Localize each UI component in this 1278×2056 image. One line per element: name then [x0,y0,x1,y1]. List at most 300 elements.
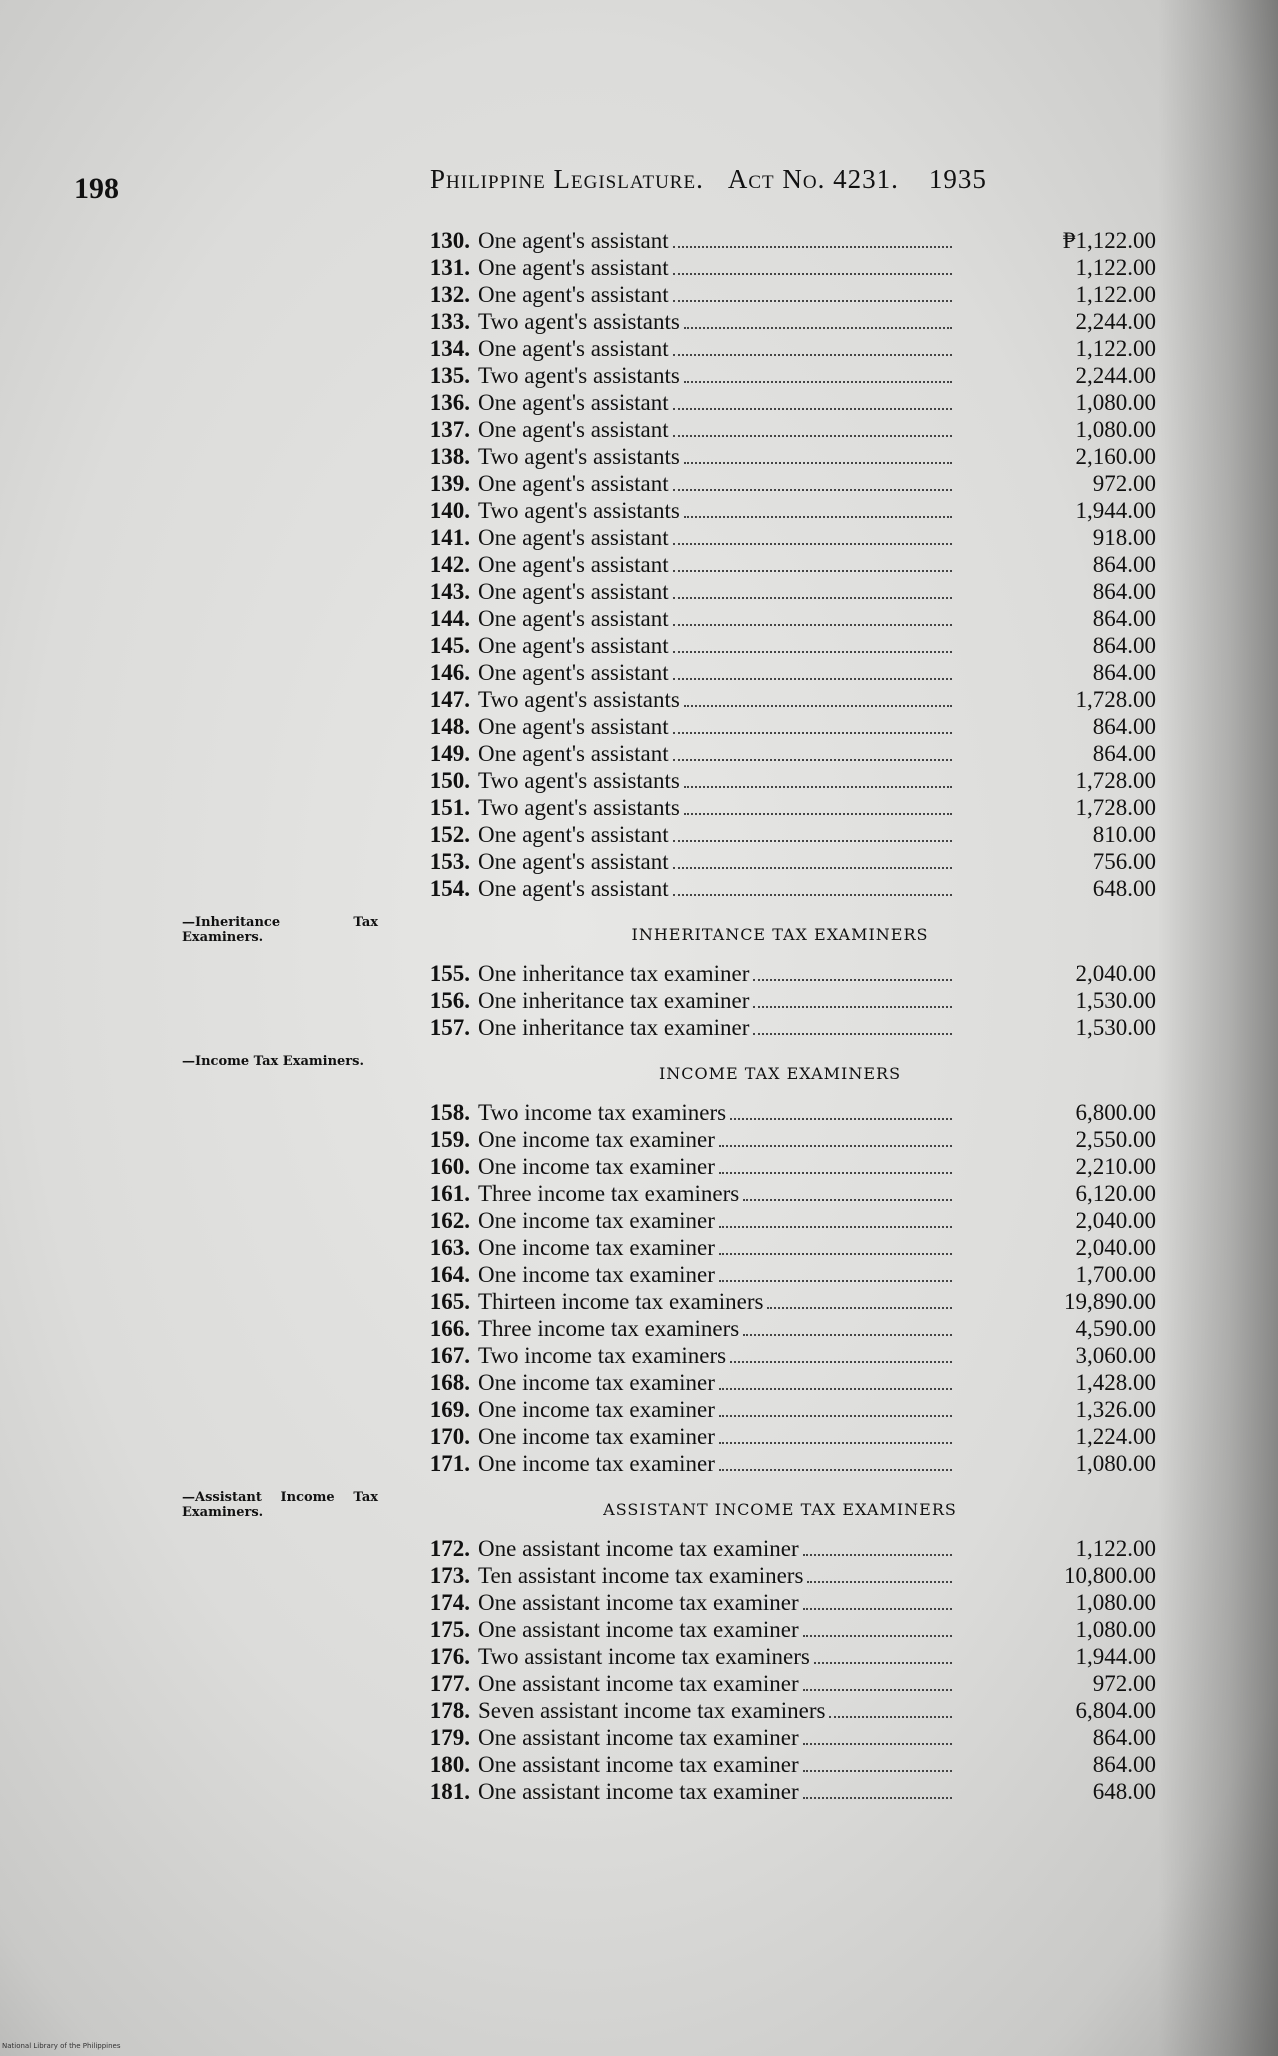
item-amount: 1,122.00 [1075,336,1156,361]
item-amount: 1,728.00 [1075,768,1156,793]
dot-leader [803,1689,952,1691]
list-item [400,961,1160,988]
item-description-cell [400,282,956,308]
item-description-cell [400,1536,956,1562]
item-description: One agent's assistant [478,525,669,550]
item-description-cell [400,1424,956,1450]
margin-note: —Inheritance Tax Examiners. [182,915,378,945]
dot-leader [673,759,952,761]
item-number: 154. [429,876,470,901]
dot-leader [730,1118,952,1120]
item-description-cell [400,961,956,987]
list-item [400,1725,1160,1752]
list-item [400,1154,1160,1181]
dot-leader [807,1581,952,1583]
item-group [400,1064,1160,1478]
item-description-cell [400,1671,956,1697]
dot-leader [719,1145,952,1147]
item-number: 169. [429,1397,470,1422]
list-item [400,1262,1160,1289]
list-item [400,1617,1160,1644]
dot-leader [829,1716,952,1718]
item-description: Two agent's assistants [478,768,680,793]
dot-leader [743,1199,952,1201]
list-item [400,228,1160,255]
item-number: 156. [429,988,470,1013]
item-number: 153. [429,849,470,874]
item-description: One agent's assistant [478,390,669,415]
item-number: 148. [429,714,470,739]
item-amount: 1,080.00 [1075,1590,1156,1615]
list-item [400,768,1160,795]
list-item [400,1563,1160,1590]
dot-leader [673,867,952,869]
item-description-cell [400,1752,956,1778]
item-description-cell [400,336,956,362]
list-item [400,660,1160,687]
list-item [400,876,1160,903]
dot-leader [719,1388,952,1390]
margin-note: —Assistant Income Tax Examiners. [182,1490,378,1520]
item-number: 163. [429,1235,470,1260]
item-number: 146. [429,660,470,685]
item-description: One assistant income tax examiner [478,1671,799,1696]
item-amount: 864.00 [1092,606,1156,631]
list-item [400,1424,1160,1451]
list-item [400,822,1160,849]
item-number: 133. [429,309,470,334]
item-description-cell [400,552,956,578]
item-amount: 1,224.00 [1075,1424,1156,1449]
dot-leader [673,273,952,275]
item-amount: 810.00 [1092,822,1156,847]
item-amount: 864.00 [1092,741,1156,766]
item-amount: 864.00 [1092,552,1156,577]
item-description: One agent's assistant [478,282,669,307]
item-number: 177. [429,1671,470,1696]
item-amount: 1,530.00 [1075,1015,1156,1040]
item-amount: 1,428.00 [1075,1370,1156,1395]
item-description: Two agent's assistants [478,309,680,334]
list-item [400,1208,1160,1235]
item-amount: 2,040.00 [1075,1208,1156,1233]
dot-leader [719,1172,952,1174]
item-amount: 1,080.00 [1075,1617,1156,1642]
item-description-cell [400,1235,956,1261]
item-amount: 6,804.00 [1075,1698,1156,1723]
item-group [400,925,1160,1042]
item-amount: 1,530.00 [1075,988,1156,1013]
list-item [400,1343,1160,1370]
item-number: 172. [429,1536,470,1561]
item-description: One agent's assistant [478,876,669,901]
list-item [400,498,1160,525]
section-heading [400,925,1160,953]
item-number: 150. [429,768,470,793]
list-item [400,336,1160,363]
item-description: Two agent's assistants [478,498,680,523]
item-amount: ₱1,122.00 [1062,228,1156,253]
item-description-cell [400,1617,956,1643]
item-description-cell [400,579,956,605]
item-number: 137. [429,417,470,442]
item-description: One agent's assistant [478,228,669,253]
list-item [400,255,1160,282]
dot-leader [719,1253,952,1255]
list-item [400,1015,1160,1042]
item-description-cell [400,1725,956,1751]
item-number: 130. [429,228,470,253]
item-number: 152. [429,822,470,847]
item-description-cell [400,1644,956,1670]
item-description-cell [400,1397,956,1423]
dot-leader [673,597,952,599]
item-number: 151. [429,795,470,820]
item-amount: 972.00 [1092,1671,1156,1696]
item-amount: 864.00 [1092,714,1156,739]
list-item [400,444,1160,471]
item-number: 160. [429,1154,470,1179]
item-amount: 2,160.00 [1075,444,1156,469]
dot-leader [673,354,952,356]
item-description-cell [400,1451,956,1477]
margin-note: —Income Tax Examiners. [182,1054,364,1069]
item-description: One agent's assistant [478,741,669,766]
item-number: 158. [429,1100,470,1125]
item-description: One assistant income tax examiner [478,1590,799,1615]
item-amount: 1,080.00 [1075,417,1156,442]
item-number: 170. [429,1424,470,1449]
dot-leader [673,543,952,545]
item-number: 181. [429,1779,470,1804]
section-heading [400,1500,1160,1528]
list-item [400,741,1160,768]
item-amount: 3,060.00 [1075,1343,1156,1368]
item-amount: 10,800.00 [1064,1563,1156,1588]
item-description-cell [400,1015,956,1041]
item-description-cell [400,1316,956,1342]
item-description-cell [400,1154,956,1180]
item-number: 145. [429,633,470,658]
dot-leader [684,516,952,518]
item-amount: 864.00 [1092,660,1156,685]
list-item [400,795,1160,822]
dot-leader [673,570,952,572]
dot-leader [684,327,952,329]
item-number: 176. [429,1644,470,1669]
section-heading-text: INHERITANCE TAX EXAMINERS [631,925,929,944]
item-description: Thirteen income tax examiners [478,1289,764,1314]
item-description-cell [400,1289,956,1315]
appropriation-list [400,228,1160,1806]
item-number: 155. [429,961,470,986]
item-description: Ten assistant income tax examiners [478,1563,804,1588]
item-number: 157. [429,1015,470,1040]
dot-leader [684,786,952,788]
item-number: 136. [429,390,470,415]
item-number: 173. [429,1563,470,1588]
item-number: 171. [429,1451,470,1476]
item-description-cell [400,444,956,470]
list-item [400,390,1160,417]
list-item [400,849,1160,876]
running-head-year: 1935 [928,164,987,194]
dot-leader [684,705,952,707]
dot-leader [684,381,952,383]
dot-leader [673,246,952,248]
item-number: 165. [429,1289,470,1314]
item-description-cell [400,660,956,686]
list-item [400,1397,1160,1424]
list-item [400,633,1160,660]
running-head-act: Act No. 4231. [727,164,899,194]
item-amount: 972.00 [1092,471,1156,496]
item-description: One income tax examiner [478,1127,715,1152]
item-description: One agent's assistant [478,579,669,604]
item-amount: 864.00 [1092,633,1156,658]
dot-leader [767,1307,952,1309]
item-amount: 6,120.00 [1075,1181,1156,1206]
item-description: One agent's assistant [478,552,669,577]
item-number: 161. [429,1181,470,1206]
item-description-cell [400,1208,956,1234]
item-description-cell [400,417,956,443]
item-description-cell [400,1262,956,1288]
section-heading-text: INCOME TAX EXAMINERS [658,1064,902,1083]
item-description: One income tax examiner [478,1451,715,1476]
item-description: One assistant income tax examiner [478,1779,799,1804]
item-amount: 648.00 [1092,876,1156,901]
dot-leader [673,678,952,680]
dot-leader [803,1635,952,1637]
item-number: 142. [429,552,470,577]
item-description: Two agent's assistants [478,795,680,820]
item-amount: 1,944.00 [1075,1644,1156,1669]
item-amount: 864.00 [1092,1725,1156,1750]
item-description: Three income tax examiners [478,1316,740,1341]
item-amount: 2,040.00 [1075,961,1156,986]
item-description-cell [400,390,956,416]
item-description-cell [400,363,956,389]
item-amount: 2,210.00 [1075,1154,1156,1179]
item-number: 139. [429,471,470,496]
item-description: Two assistant income tax examiners [478,1644,810,1669]
list-item [400,1100,1160,1127]
item-amount: 2,244.00 [1075,309,1156,334]
item-number: 166. [429,1316,470,1341]
item-number: 132. [429,282,470,307]
item-number: 131. [429,255,470,280]
item-description-cell [400,1563,956,1589]
item-number: 167. [429,1343,470,1368]
item-description: Two agent's assistants [478,363,680,388]
item-number: 138. [429,444,470,469]
item-number: 178. [429,1698,470,1723]
item-number: 174. [429,1590,470,1615]
item-amount: 1,122.00 [1075,282,1156,307]
item-number: 159. [429,1127,470,1152]
item-group [400,228,1160,903]
scan-credit: National Library of the Philippines [2,2042,121,2050]
list-item [400,1127,1160,1154]
item-description: One income tax examiner [478,1370,715,1395]
item-number: 180. [429,1752,470,1777]
item-description: Two agent's assistants [478,444,680,469]
item-description: One income tax examiner [478,1424,715,1449]
item-description-cell [400,822,956,848]
item-amount: 2,244.00 [1075,363,1156,388]
item-description: One agent's assistant [478,606,669,631]
dot-leader [673,624,952,626]
dot-leader [803,1554,952,1556]
list-item [400,579,1160,606]
dot-leader [684,813,952,815]
item-description: One income tax examiner [478,1262,715,1287]
item-number: 179. [429,1725,470,1750]
item-description: One agent's assistant [478,417,669,442]
dot-leader [803,1608,952,1610]
list-item [400,282,1160,309]
item-description-cell [400,714,956,740]
list-item [400,1316,1160,1343]
item-description: One income tax examiner [478,1208,715,1233]
dot-leader [673,300,952,302]
item-description-cell [400,849,956,875]
item-description-cell [400,1698,956,1724]
item-amount: 1,080.00 [1075,390,1156,415]
running-head [430,164,987,195]
list-item [400,714,1160,741]
dot-leader [673,435,952,437]
list-item [400,525,1160,552]
list-item [400,1536,1160,1563]
item-description: Two agent's assistants [478,687,680,712]
item-amount: 756.00 [1092,849,1156,874]
item-description-cell [400,606,956,632]
running-head-title: Philippine Legislature. [430,164,704,194]
dot-leader [673,732,952,734]
item-description-cell [400,741,956,767]
item-amount: 918.00 [1092,525,1156,550]
item-amount: 2,550.00 [1075,1127,1156,1152]
item-description-cell [400,525,956,551]
dot-leader [753,1006,952,1008]
item-amount: 1,728.00 [1075,795,1156,820]
item-amount: 4,590.00 [1075,1316,1156,1341]
dot-leader [803,1797,952,1799]
item-description: One inheritance tax examiner [478,988,750,1013]
section-heading-text: ASSISTANT INCOME TAX EXAMINERS [603,1500,957,1519]
item-description: One agent's assistant [478,849,669,874]
list-item [400,309,1160,336]
dot-leader [719,1442,952,1444]
dot-leader [673,489,952,491]
item-amount: 1,728.00 [1075,687,1156,712]
item-number: 134. [429,336,470,361]
item-number: 162. [429,1208,470,1233]
item-description-cell [400,988,956,1014]
item-description-cell [400,1127,956,1153]
item-description-cell [400,498,956,524]
item-description: One assistant income tax examiner [478,1536,799,1561]
item-amount: 864.00 [1092,579,1156,604]
dot-leader [753,979,952,981]
item-amount: 1,326.00 [1075,1397,1156,1422]
dot-leader [684,462,952,464]
item-amount: 1,944.00 [1075,498,1156,523]
list-item [400,363,1160,390]
list-item [400,1370,1160,1397]
item-description: One inheritance tax examiner [478,961,750,986]
item-amount: 19,890.00 [1064,1289,1156,1314]
item-description: Seven assistant income tax examiners [478,1698,826,1723]
item-number: 140. [429,498,470,523]
list-item [400,1451,1160,1478]
list-item [400,1235,1160,1262]
item-description: One assistant income tax examiner [478,1725,799,1750]
dot-leader [814,1662,952,1664]
dot-leader [719,1226,952,1228]
item-description-cell [400,876,956,902]
item-description: One agent's assistant [478,255,669,280]
item-amount: 864.00 [1092,1752,1156,1777]
item-description: One income tax examiner [478,1154,715,1179]
list-item [400,471,1160,498]
item-description: Three income tax examiners [478,1181,740,1206]
list-item [400,1590,1160,1617]
list-item [400,552,1160,579]
dot-leader [730,1361,952,1363]
dot-leader [803,1770,952,1772]
item-description-cell [400,1779,956,1805]
page-edge-shadow [1158,0,1278,2056]
item-description-cell [400,768,956,794]
item-description: Two income tax examiners [478,1343,727,1368]
dot-leader [803,1743,952,1745]
item-description-cell [400,1590,956,1616]
section-heading [400,1064,1160,1092]
item-description-cell [400,1343,956,1369]
dot-leader [673,894,952,896]
item-description: One agent's assistant [478,822,669,847]
list-item [400,1644,1160,1671]
item-description: One assistant income tax examiner [478,1617,799,1642]
item-number: 144. [429,606,470,631]
item-description-cell [400,1181,956,1207]
dot-leader [673,840,952,842]
item-number: 135. [429,363,470,388]
list-item [400,417,1160,444]
item-description-cell [400,1100,956,1126]
page-number: 198 [74,172,119,205]
item-description-cell [400,255,956,281]
dot-leader [719,1415,952,1417]
item-number: 147. [429,687,470,712]
item-description: One agent's assistant [478,660,669,685]
list-item [400,1289,1160,1316]
item-description: One agent's assistant [478,714,669,739]
list-item [400,988,1160,1015]
item-description: One income tax examiner [478,1235,715,1260]
item-description-cell [400,1370,956,1396]
item-amount: 648.00 [1092,1779,1156,1804]
list-item [400,687,1160,714]
list-item [400,1671,1160,1698]
item-description: One inheritance tax examiner [478,1015,750,1040]
dot-leader [673,408,952,410]
item-number: 175. [429,1617,470,1642]
item-group [400,1500,1160,1806]
